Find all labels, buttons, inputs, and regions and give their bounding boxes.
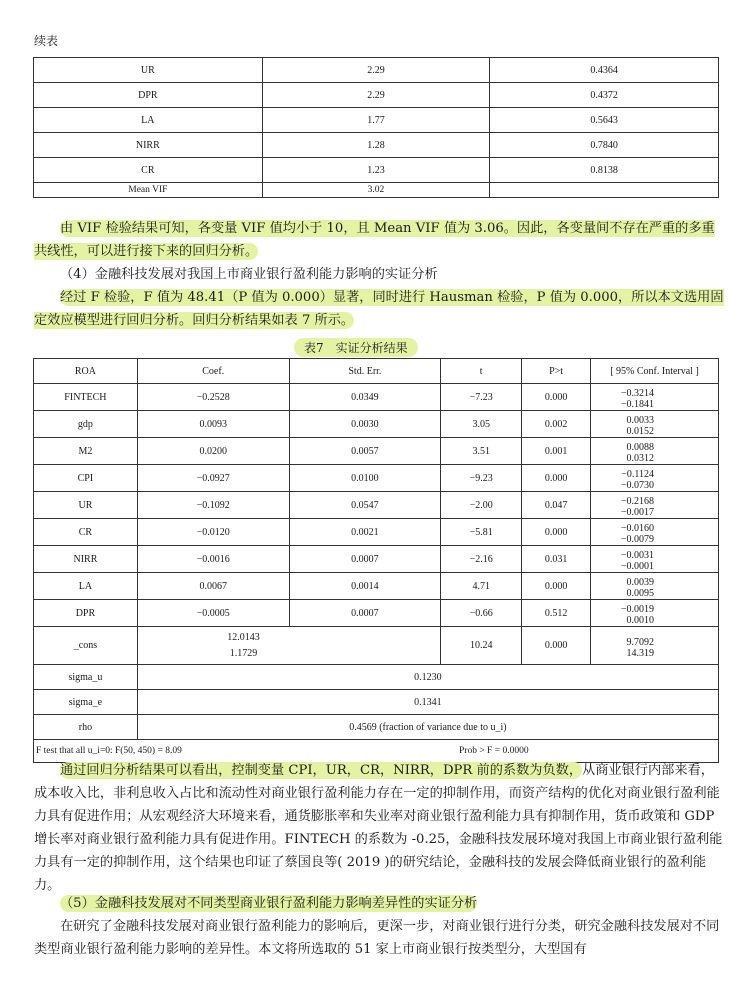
p-cell: 0.000	[522, 519, 591, 546]
cons-coef: 12.0143	[227, 631, 260, 643]
var-cell: UR	[34, 492, 138, 519]
vif-row	[34, 108, 719, 133]
vif-mean-row	[34, 183, 719, 198]
header-cell: [ 95% Conf. Interval ]	[591, 359, 719, 384]
vif-value-cell: 1.23	[262, 158, 490, 183]
var-cell: CPI	[34, 465, 138, 492]
rho-row	[34, 715, 719, 740]
regression-row	[34, 546, 719, 573]
header-cell: Coef.	[137, 359, 289, 384]
cons-t-cell: 10.24	[441, 627, 522, 665]
regression-row	[34, 573, 719, 600]
se-cell: 0.0547	[289, 492, 441, 519]
cons-ci-cell: 9.7092 14.319	[591, 627, 719, 665]
regression-table	[33, 358, 719, 763]
t-cell: −0.66	[441, 600, 522, 627]
coef-cell: 0.0200	[137, 438, 289, 465]
t-cell: 3.51	[441, 438, 522, 465]
vif-inverse-cell: 0.4364	[490, 58, 719, 83]
p-cell: 0.000	[522, 573, 591, 600]
regression-row	[34, 384, 719, 411]
coef-cell: 0.0067	[137, 573, 289, 600]
vif-var-cell: NIRR	[34, 133, 263, 158]
ftest-right: Prob > F = 0.0000	[459, 746, 529, 756]
ci-cell: −0.0031 −0.0001	[591, 546, 719, 573]
vif-row	[34, 133, 719, 158]
regression-header-row	[34, 359, 719, 384]
se-cell: 0.0007	[289, 546, 441, 573]
se-cell: 0.0057	[289, 438, 441, 465]
se-cell: 0.0021	[289, 519, 441, 546]
sigma-e-label: sigma_e	[34, 690, 138, 715]
p-cell: 0.512	[522, 600, 591, 627]
vif-mean-label: Mean VIF	[34, 183, 263, 198]
rho-label: rho	[34, 715, 138, 740]
vif-value-cell: 1.28	[262, 133, 490, 158]
section-heading-4: （4）金融科技发展对我国上市商业银行盈利能力影响的实证分析	[60, 267, 438, 282]
cons-p-cell: 0.000	[522, 627, 591, 665]
var-cell: gdp	[34, 411, 138, 438]
sigma-u-label: sigma_u	[34, 665, 138, 690]
vif-inverse-cell: 0.7840	[490, 133, 719, 158]
regression-discussion-text: 从商业银行内部来看，成本收入比，非利息收入占比和流动性对商业银行盈利能力存在一定的抑制作用，而资产结构的优化对商业银行盈利能力具有促进作用；从宏观经济大环境来看，通货膨胀率和失业率对商业银行盈利能力具有抑制作用，货币政策和 GDP 增长率对商业银行盈利能力具有促进作用。FINTECH 的系数为 -0.25，金融科技发展环境对我国上市商业银行盈利能力具有一定的抑制作用，这个结果也印证了蔡国良等( 2019 )的研究结论，金融科技的发展会降低商业银行的盈利能力。	[34, 763, 723, 893]
vif-mean-empty	[490, 183, 719, 198]
vif-var-cell: UR	[34, 58, 263, 83]
cons-var-cell: _cons	[34, 627, 138, 665]
vif-inverse-cell: 0.4372	[490, 83, 719, 108]
t-cell: −9.23	[441, 465, 522, 492]
vif-value-cell: 2.29	[262, 58, 490, 83]
header-cell: P>t	[522, 359, 591, 384]
var-cell: M2	[34, 438, 138, 465]
ci-cell: −0.0019 0.0010	[591, 600, 719, 627]
header-cell: Std. Err.	[289, 359, 441, 384]
var-cell: CR	[34, 519, 138, 546]
vif-value-cell: 2.29	[262, 83, 490, 108]
header-cell: ROA	[34, 359, 138, 384]
regression-row	[34, 519, 719, 546]
cons-coef-cell	[137, 627, 289, 665]
ci-cell: −0.3214 −0.1841	[591, 384, 719, 411]
var-cell: LA	[34, 573, 138, 600]
vif-value-cell: 1.77	[262, 108, 490, 133]
t-cell: −2.00	[441, 492, 522, 519]
test-text: 经过 F 检验，F 值为 48.41（P 值为 0.000）显著，同时进行 Hausman 检验，P 值为 0.000，所以本文选用固定效应模型进行回归分析。回归分析结果如表 7 所示。	[34, 290, 724, 328]
se-cell: 0.0014	[289, 573, 441, 600]
coef-cell: −0.1092	[137, 492, 289, 519]
regression-row	[34, 600, 719, 627]
sigma-e-row	[34, 690, 719, 715]
vif-inverse-cell: 0.5643	[490, 108, 719, 133]
regression-row	[34, 438, 719, 465]
p-cell: 0.000	[522, 384, 591, 411]
coef-cell: −0.0927	[137, 465, 289, 492]
var-cell: NIRR	[34, 546, 138, 573]
section-heading-5-text: （5）金融科技发展对不同类型商业银行盈利能力影响差异性的实证分析	[60, 896, 478, 911]
vif-var-cell: DPR	[34, 83, 263, 108]
sigma-u-row	[34, 665, 719, 690]
ci-cell: −0.2168 −0.0017	[591, 492, 719, 519]
se-cell: 0.0030	[289, 411, 441, 438]
regression-row	[34, 492, 719, 519]
ci-cell: −0.0160 −0.0079	[591, 519, 719, 546]
t-cell: 4.71	[441, 573, 522, 600]
vif-conclusion-text: 由 VIF 检验结果可知，各变量 VIF 值均小于 10，且 Mean VIF 值为 3.06。因此，各变量间不存在严重的多重共线性，可以进行接下来的回归分析。	[34, 221, 715, 259]
sigma-e-value: 0.1341	[137, 690, 718, 715]
vif-var-cell: CR	[34, 158, 263, 183]
ci-cell: 0.0039 0.0095	[591, 573, 719, 600]
se-cell: 0.0349	[289, 384, 441, 411]
table7-caption: 表7 实证分析结果	[294, 338, 418, 357]
t-cell: −5.81	[441, 519, 522, 546]
vif-var-cell: LA	[34, 108, 263, 133]
t-cell: 3.05	[441, 411, 522, 438]
vif-mean-value: 3.02	[262, 183, 490, 198]
regression-row	[34, 465, 719, 492]
var-cell: FINTECH	[34, 384, 138, 411]
vif-conclusion-paragraph	[34, 217, 724, 263]
regression-discussion-highlight: 通过回归分析结果可以看出，控制变量 CPI，UR，CR，NIRR，DPR 前的系数为负数，	[60, 763, 583, 778]
sigma-u-value: 0.1230	[137, 665, 718, 690]
var-cell: DPR	[34, 600, 138, 627]
p-cell: 0.047	[522, 492, 591, 519]
vif-row	[34, 158, 719, 183]
ci-cell: 0.0088 0.0312	[591, 438, 719, 465]
t-cell: −7.23	[441, 384, 522, 411]
cons-se: 1.1729	[229, 647, 258, 659]
t-cell: −2.16	[441, 546, 522, 573]
regression-discussion-paragraph	[34, 759, 724, 897]
coef-cell: −0.0005	[137, 600, 289, 627]
header-cell: t	[441, 359, 522, 384]
p-cell: 0.031	[522, 546, 591, 573]
test-paragraph	[34, 286, 724, 332]
cons-row	[34, 627, 719, 665]
p-cell: 0.001	[522, 438, 591, 465]
ci-cell: 0.0033 0.0152	[591, 411, 719, 438]
continued-label: 续表	[34, 34, 59, 48]
vif-row	[34, 58, 719, 83]
coef-cell: −0.0016	[137, 546, 289, 573]
section-heading-5	[34, 892, 724, 915]
ci-cell: −0.1124 −0.0730	[591, 465, 719, 492]
coef-cell: −0.0120	[137, 519, 289, 546]
p-cell: 0.002	[522, 411, 591, 438]
vif-table	[33, 57, 719, 198]
se-cell: 0.0007	[289, 600, 441, 627]
coef-cell: 0.0093	[137, 411, 289, 438]
p-cell: 0.000	[522, 465, 591, 492]
se-cell: 0.0100	[289, 465, 441, 492]
coef-cell: −0.2528	[137, 384, 289, 411]
regression-row	[34, 411, 719, 438]
rho-value: 0.4569 (fraction of variance due to u_i)	[137, 715, 718, 740]
ftest-left: F test that all u_i=0: F(50, 450) = 8.09	[36, 746, 182, 756]
vif-row	[34, 83, 719, 108]
classification-paragraph: 在研究了金融科技发展对商业银行盈利能力的影响后，更深一步，对商业银行进行分类，研究金融科技发展对不同类型商业银行盈利能力影响的差异性。本文将所选取的 51 家上市商业银行按类型分，大型国有	[34, 919, 720, 957]
vif-inverse-cell: 0.8138	[490, 158, 719, 183]
